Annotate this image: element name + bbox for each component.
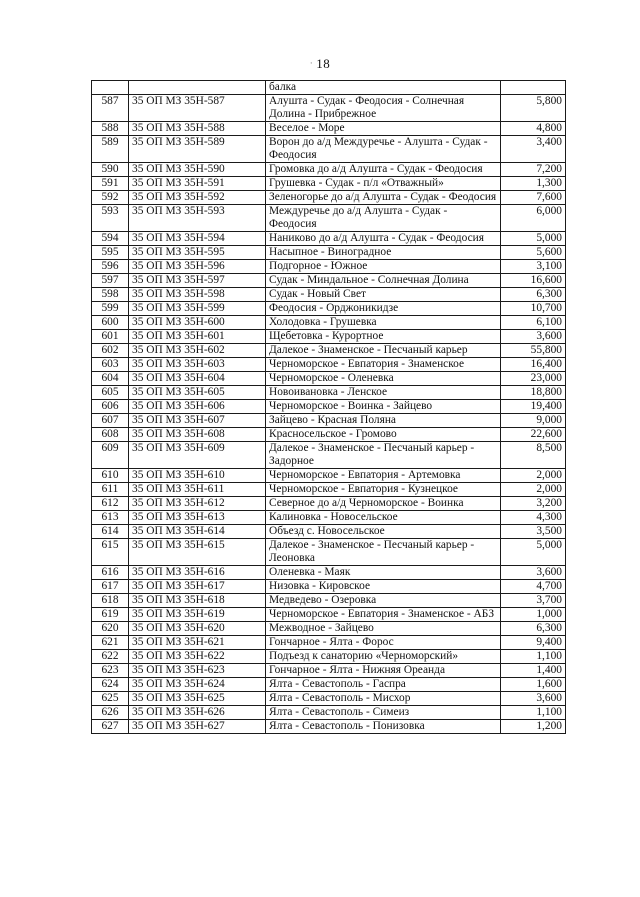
table-row bbox=[92, 511, 566, 525]
table-row bbox=[92, 191, 566, 205]
road-code-cell: 35 ОП МЗ 35Н-587 bbox=[129, 95, 266, 122]
road-length-cell: 5,000 bbox=[501, 539, 566, 566]
table-row bbox=[92, 177, 566, 191]
table-row bbox=[92, 414, 566, 428]
road-length-cell: 3,100 bbox=[501, 260, 566, 274]
road-name-cell: Алушта - Судак - Феодосия - Солнечная Долина - Прибрежное bbox=[266, 95, 501, 122]
road-length-cell: 4,300 bbox=[501, 511, 566, 525]
scan-mark-icon: · bbox=[309, 58, 314, 68]
table-row bbox=[92, 442, 566, 469]
road-length-cell: 4,800 bbox=[501, 122, 566, 136]
road-length-cell: 8,500 bbox=[501, 442, 566, 469]
road-code-cell: 35 ОП МЗ 35Н-626 bbox=[129, 706, 266, 720]
road-name-cell: Черноморское - Евпатория - Кузнецкое bbox=[266, 483, 501, 497]
row-number-cell: 605 bbox=[92, 386, 129, 400]
road-name-cell: Зеленогорье до а/д Алушта - Судак - Феодосия bbox=[266, 191, 501, 205]
road-code-cell: 35 ОП МЗ 35Н-594 bbox=[129, 232, 266, 246]
table-row bbox=[92, 330, 566, 344]
road-length-cell: 2,000 bbox=[501, 483, 566, 497]
road-length-cell: 6,100 bbox=[501, 316, 566, 330]
road-length-cell: 5,600 bbox=[501, 246, 566, 260]
table-row bbox=[92, 539, 566, 566]
road-code-cell: 35 ОП МЗ 35Н-623 bbox=[129, 664, 266, 678]
row-number-cell: 622 bbox=[92, 650, 129, 664]
row-number-cell: 603 bbox=[92, 358, 129, 372]
table-row bbox=[92, 260, 566, 274]
road-code-cell: 35 ОП МЗ 35Н-593 bbox=[129, 205, 266, 232]
row-number-cell: 626 bbox=[92, 706, 129, 720]
road-length-cell: 9,000 bbox=[501, 414, 566, 428]
row-number-cell: 623 bbox=[92, 664, 129, 678]
road-code-cell: 35 ОП МЗ 35Н-609 bbox=[129, 442, 266, 469]
row-number-cell: 613 bbox=[92, 511, 129, 525]
road-code-cell: 35 ОП МЗ 35Н-611 bbox=[129, 483, 266, 497]
row-number-cell: 608 bbox=[92, 428, 129, 442]
road-length-cell: 16,600 bbox=[501, 274, 566, 288]
table-row bbox=[92, 428, 566, 442]
road-name-cell: Гончарное - Ялта - Форос bbox=[266, 636, 501, 650]
road-name-cell: Ворон до а/д Междуречье - Алушта - Судак - Феодосия bbox=[266, 136, 501, 163]
row-number-cell: 617 bbox=[92, 580, 129, 594]
road-name-cell: балка bbox=[266, 81, 501, 95]
road-name-cell: Новоивановка - Ленское bbox=[266, 386, 501, 400]
row-number-cell: 590 bbox=[92, 163, 129, 177]
road-name-cell: Гончарное - Ялта - Нижняя Ореанда bbox=[266, 664, 501, 678]
road-name-cell: Калиновка - Новосельское bbox=[266, 511, 501, 525]
road-length-cell: 22,600 bbox=[501, 428, 566, 442]
road-name-cell: Черноморское - Воинка - Зайцево bbox=[266, 400, 501, 414]
road-code-cell: 35 ОП МЗ 35Н-612 bbox=[129, 497, 266, 511]
page-number-text: 18 bbox=[316, 56, 331, 71]
table-row bbox=[92, 594, 566, 608]
row-number-cell: 593 bbox=[92, 205, 129, 232]
road-code-cell: 35 ОП МЗ 35Н-599 bbox=[129, 302, 266, 316]
row-number-cell: 612 bbox=[92, 497, 129, 511]
road-name-cell: Феодосия - Орджоникидзе bbox=[266, 302, 501, 316]
table-row bbox=[92, 720, 566, 734]
road-name-cell: Грушевка - Судак - п/л «Отважный» bbox=[266, 177, 501, 191]
road-code-cell: 35 ОП МЗ 35Н-591 bbox=[129, 177, 266, 191]
road-code-cell: 35 ОП МЗ 35Н-592 bbox=[129, 191, 266, 205]
registry-table-body bbox=[92, 81, 566, 734]
road-code-cell: 35 ОП МЗ 35Н-601 bbox=[129, 330, 266, 344]
road-code-cell: 35 ОП МЗ 35Н-613 bbox=[129, 511, 266, 525]
road-length-cell: 1,600 bbox=[501, 678, 566, 692]
road-registry-table bbox=[91, 80, 566, 734]
road-code-cell: 35 ОП МЗ 35Н-620 bbox=[129, 622, 266, 636]
road-name-cell: Щебетовка - Курортное bbox=[266, 330, 501, 344]
road-length-cell: 9,400 bbox=[501, 636, 566, 650]
road-name-cell: Далекое - Знаменское - Песчаный карьер - Леоновка bbox=[266, 539, 501, 566]
road-name-cell: Черноморское - Евпатория - Артемовка bbox=[266, 469, 501, 483]
road-code-cell: 35 ОП МЗ 35Н-610 bbox=[129, 469, 266, 483]
road-length-cell: 1,000 bbox=[501, 608, 566, 622]
row-number-cell: 620 bbox=[92, 622, 129, 636]
row-number-cell: 607 bbox=[92, 414, 129, 428]
road-length-cell: 10,700 bbox=[501, 302, 566, 316]
row-number-cell: 627 bbox=[92, 720, 129, 734]
road-code-cell: 35 ОП МЗ 35Н-600 bbox=[129, 316, 266, 330]
road-name-cell: Медведево - Озеровка bbox=[266, 594, 501, 608]
row-number-cell: 594 bbox=[92, 232, 129, 246]
road-length-cell: 55,800 bbox=[501, 344, 566, 358]
table-row bbox=[92, 622, 566, 636]
table-row bbox=[92, 372, 566, 386]
road-length-cell: 7,200 bbox=[501, 163, 566, 177]
row-number-cell: 611 bbox=[92, 483, 129, 497]
road-code-cell: 35 ОП МЗ 35Н-619 bbox=[129, 608, 266, 622]
road-name-cell: Холодовка - Грушевка bbox=[266, 316, 501, 330]
road-length-cell: 1,400 bbox=[501, 664, 566, 678]
table-row bbox=[92, 344, 566, 358]
road-length-cell: 23,000 bbox=[501, 372, 566, 386]
table-row bbox=[92, 664, 566, 678]
road-length-cell: 3,500 bbox=[501, 525, 566, 539]
road-code-cell: 35 ОП МЗ 35Н-603 bbox=[129, 358, 266, 372]
table-row bbox=[92, 706, 566, 720]
page-number bbox=[0, 56, 640, 72]
row-number-cell bbox=[92, 81, 129, 95]
road-name-cell: Ялта - Севастополь - Понизовка bbox=[266, 720, 501, 734]
table-row bbox=[92, 288, 566, 302]
road-name-cell: Веселое - Море bbox=[266, 122, 501, 136]
road-code-cell: 35 ОП МЗ 35Н-621 bbox=[129, 636, 266, 650]
table-row bbox=[92, 205, 566, 232]
row-number-cell: 592 bbox=[92, 191, 129, 205]
road-length-cell: 1,100 bbox=[501, 650, 566, 664]
row-number-cell: 588 bbox=[92, 122, 129, 136]
road-length-cell: 6,000 bbox=[501, 205, 566, 232]
table-row bbox=[92, 386, 566, 400]
row-number-cell: 595 bbox=[92, 246, 129, 260]
road-length-cell: 16,400 bbox=[501, 358, 566, 372]
road-code-cell: 35 ОП МЗ 35Н-590 bbox=[129, 163, 266, 177]
table-row bbox=[92, 678, 566, 692]
table-row bbox=[92, 483, 566, 497]
table-row bbox=[92, 580, 566, 594]
road-name-cell: Северное до а/д Черноморское - Воинка bbox=[266, 497, 501, 511]
road-code-cell: 35 ОП МЗ 35Н-589 bbox=[129, 136, 266, 163]
road-length-cell: 19,400 bbox=[501, 400, 566, 414]
road-name-cell: Ялта - Севастополь - Гаспра bbox=[266, 678, 501, 692]
row-number-cell: 615 bbox=[92, 539, 129, 566]
road-name-cell: Краснoсельское - Громово bbox=[266, 428, 501, 442]
road-length-cell: 3,600 bbox=[501, 692, 566, 706]
road-code-cell: 35 ОП МЗ 35Н-588 bbox=[129, 122, 266, 136]
road-length-cell: 3,600 bbox=[501, 330, 566, 344]
road-length-cell: 5,800 bbox=[501, 95, 566, 122]
road-code-cell: 35 ОП МЗ 35Н-618 bbox=[129, 594, 266, 608]
road-code-cell: 35 ОП МЗ 35Н-598 bbox=[129, 288, 266, 302]
road-name-cell: Черноморское - Евпатория - Знаменское - АБЗ bbox=[266, 608, 501, 622]
road-length-cell: 1,300 bbox=[501, 177, 566, 191]
table-row bbox=[92, 163, 566, 177]
road-length-cell: 1,200 bbox=[501, 720, 566, 734]
road-length-cell: 5,000 bbox=[501, 232, 566, 246]
table-row bbox=[92, 400, 566, 414]
table-row bbox=[92, 566, 566, 580]
road-code-cell: 35 ОП МЗ 35Н-602 bbox=[129, 344, 266, 358]
row-number-cell: 598 bbox=[92, 288, 129, 302]
table-row bbox=[92, 302, 566, 316]
road-name-cell: Судак - Новый Свет bbox=[266, 288, 501, 302]
row-number-cell: 589 bbox=[92, 136, 129, 163]
road-name-cell: Межводное - Зайцево bbox=[266, 622, 501, 636]
road-length-cell: 6,300 bbox=[501, 622, 566, 636]
road-length-cell: 3,200 bbox=[501, 497, 566, 511]
road-name-cell: Ялта - Севастополь - Симеиз bbox=[266, 706, 501, 720]
road-name-cell: Оленевка - Маяк bbox=[266, 566, 501, 580]
row-number-cell: 604 bbox=[92, 372, 129, 386]
table-row bbox=[92, 95, 566, 122]
road-code-cell: 35 ОП МЗ 35Н-615 bbox=[129, 539, 266, 566]
road-name-cell: Громовка до а/д Алушта - Судак - Феодосия bbox=[266, 163, 501, 177]
road-length-cell: 7,600 bbox=[501, 191, 566, 205]
road-code-cell: 35 ОП МЗ 35Н-608 bbox=[129, 428, 266, 442]
road-name-cell: Далекое - Знаменское - Песчаный карьер bbox=[266, 344, 501, 358]
row-number-cell: 600 bbox=[92, 316, 129, 330]
road-length-cell: 4,700 bbox=[501, 580, 566, 594]
table-row bbox=[92, 497, 566, 511]
row-number-cell: 591 bbox=[92, 177, 129, 191]
table-row bbox=[92, 316, 566, 330]
road-code-cell bbox=[129, 81, 266, 95]
road-length-cell: 6,300 bbox=[501, 288, 566, 302]
table-row bbox=[92, 650, 566, 664]
row-number-cell: 606 bbox=[92, 400, 129, 414]
table-row bbox=[92, 358, 566, 372]
road-name-cell: Судак - Миндальное - Солнечная Долина bbox=[266, 274, 501, 288]
road-name-cell: Подъезд к санаторию «Черноморский» bbox=[266, 650, 501, 664]
road-code-cell: 35 ОП МЗ 35Н-625 bbox=[129, 692, 266, 706]
row-number-cell: 614 bbox=[92, 525, 129, 539]
table-row bbox=[92, 246, 566, 260]
road-name-cell: Подгорное - Южное bbox=[266, 260, 501, 274]
road-name-cell: Насыпное - Виноградное bbox=[266, 246, 501, 260]
road-length-cell: 3,700 bbox=[501, 594, 566, 608]
road-length-cell: 2,000 bbox=[501, 469, 566, 483]
road-code-cell: 35 ОП МЗ 35Н-606 bbox=[129, 400, 266, 414]
road-name-cell: Черноморское - Оленевка bbox=[266, 372, 501, 386]
row-number-cell: 621 bbox=[92, 636, 129, 650]
row-number-cell: 625 bbox=[92, 692, 129, 706]
road-code-cell: 35 ОП МЗ 35Н-607 bbox=[129, 414, 266, 428]
table-row bbox=[92, 469, 566, 483]
road-code-cell: 35 ОП МЗ 35Н-596 bbox=[129, 260, 266, 274]
road-length-cell: 18,800 bbox=[501, 386, 566, 400]
road-name-cell: Междуречье до а/д Алушта - Судак - Феодосия bbox=[266, 205, 501, 232]
road-name-cell: Наниково до а/д Алушта - Судак - Феодосия bbox=[266, 232, 501, 246]
road-name-cell: Далекое - Знаменское - Песчаный карьер - Задорное bbox=[266, 442, 501, 469]
row-number-cell: 618 bbox=[92, 594, 129, 608]
road-length-cell bbox=[501, 81, 566, 95]
row-number-cell: 597 bbox=[92, 274, 129, 288]
row-number-cell: 609 bbox=[92, 442, 129, 469]
table-row bbox=[92, 274, 566, 288]
table-row bbox=[92, 122, 566, 136]
road-code-cell: 35 ОП МЗ 35Н-624 bbox=[129, 678, 266, 692]
road-length-cell: 3,600 bbox=[501, 566, 566, 580]
table-row-continuation bbox=[92, 81, 566, 95]
row-number-cell: 601 bbox=[92, 330, 129, 344]
road-name-cell: Черноморское - Евпатория - Знаменское bbox=[266, 358, 501, 372]
table-row bbox=[92, 525, 566, 539]
road-name-cell: Объезд с. Новосельское bbox=[266, 525, 501, 539]
road-code-cell: 35 ОП МЗ 35Н-617 bbox=[129, 580, 266, 594]
table-row bbox=[92, 692, 566, 706]
road-length-cell: 3,400 bbox=[501, 136, 566, 163]
road-name-cell: Зайцево - Красная Поляна bbox=[266, 414, 501, 428]
table-row bbox=[92, 232, 566, 246]
road-code-cell: 35 ОП МЗ 35Н-614 bbox=[129, 525, 266, 539]
table-row bbox=[92, 636, 566, 650]
row-number-cell: 616 bbox=[92, 566, 129, 580]
road-code-cell: 35 ОП МЗ 35Н-595 bbox=[129, 246, 266, 260]
row-number-cell: 602 bbox=[92, 344, 129, 358]
row-number-cell: 624 bbox=[92, 678, 129, 692]
row-number-cell: 619 bbox=[92, 608, 129, 622]
road-length-cell: 1,100 bbox=[501, 706, 566, 720]
row-number-cell: 587 bbox=[92, 95, 129, 122]
row-number-cell: 610 bbox=[92, 469, 129, 483]
road-name-cell: Ялта - Севастополь - Мисхор bbox=[266, 692, 501, 706]
road-code-cell: 35 ОП МЗ 35Н-605 bbox=[129, 386, 266, 400]
road-code-cell: 35 ОП МЗ 35Н-597 bbox=[129, 274, 266, 288]
row-number-cell: 599 bbox=[92, 302, 129, 316]
road-code-cell: 35 ОП МЗ 35Н-604 bbox=[129, 372, 266, 386]
road-name-cell: Низовка - Кировское bbox=[266, 580, 501, 594]
road-code-cell: 35 ОП МЗ 35Н-622 bbox=[129, 650, 266, 664]
road-code-cell: 35 ОП МЗ 35Н-627 bbox=[129, 720, 266, 734]
table-row bbox=[92, 608, 566, 622]
table-row bbox=[92, 136, 566, 163]
row-number-cell: 596 bbox=[92, 260, 129, 274]
road-code-cell: 35 ОП МЗ 35Н-616 bbox=[129, 566, 266, 580]
